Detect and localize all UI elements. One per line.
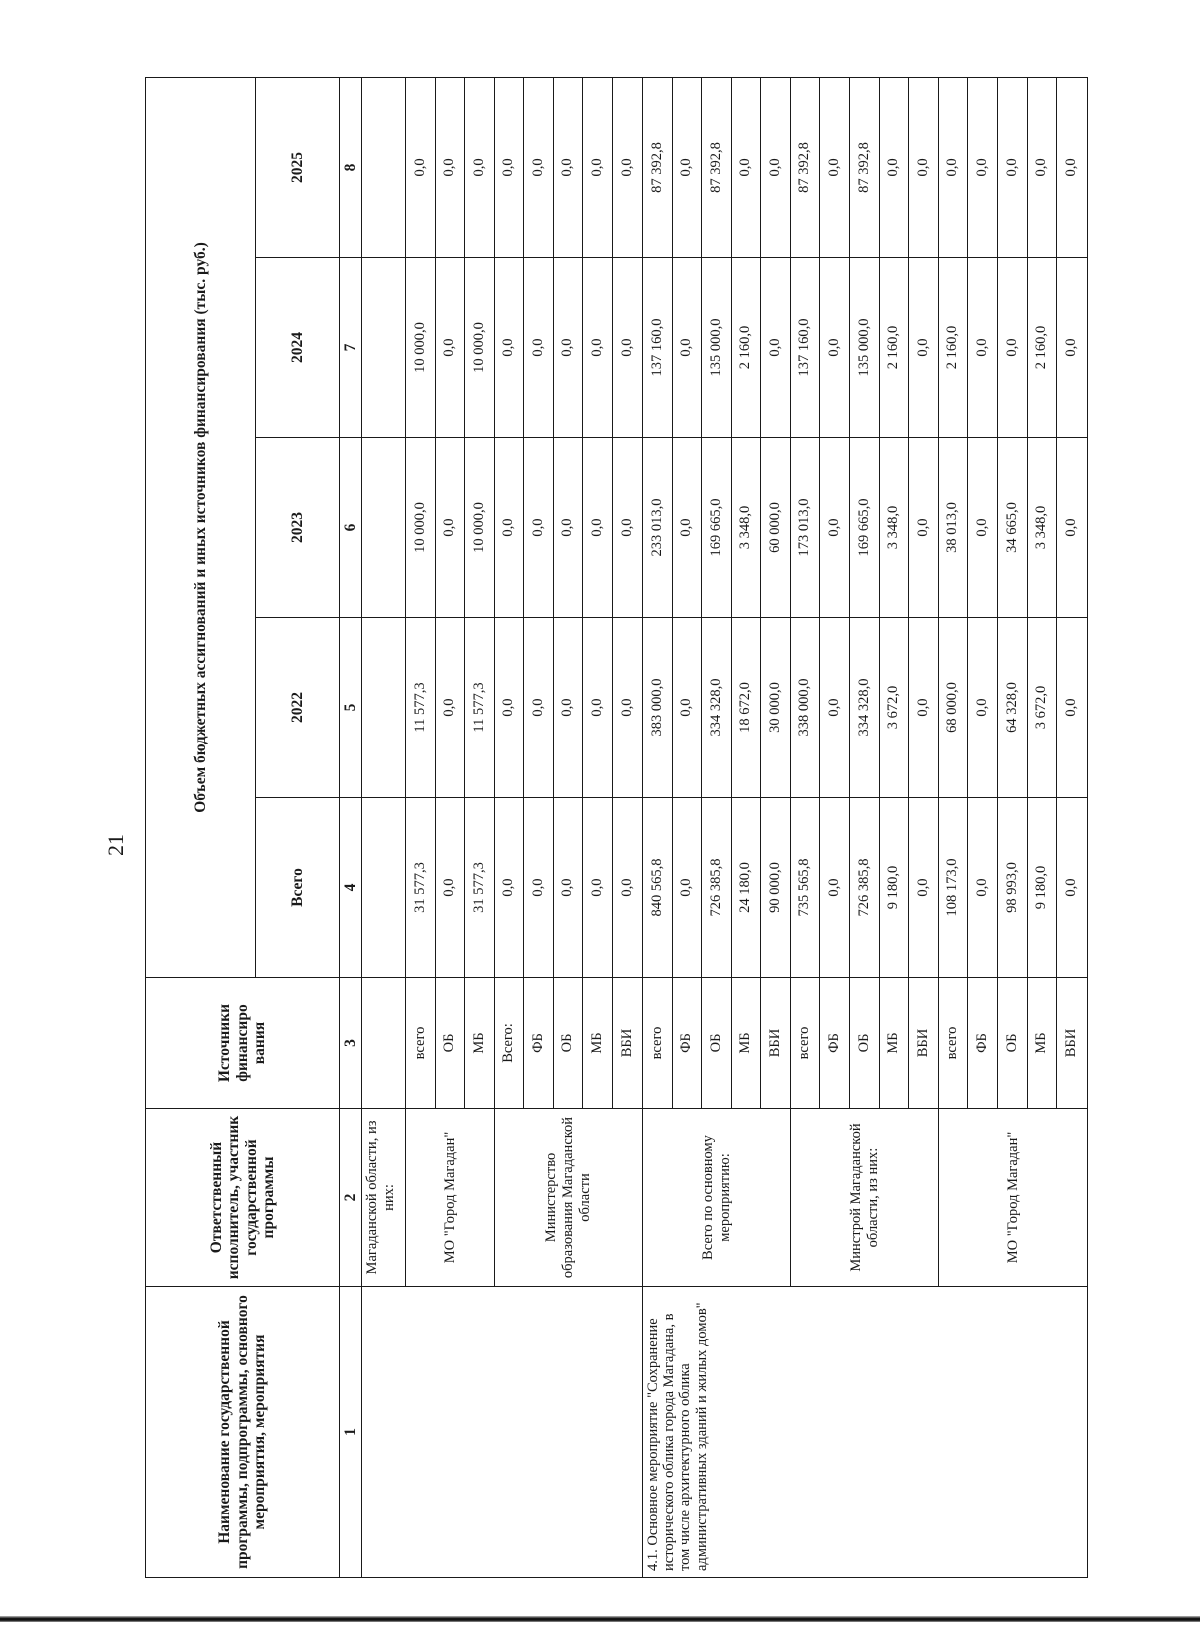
- header-source: Источники финансиро вания: [146, 978, 340, 1109]
- row-value-cell: 2 160,0: [1028, 258, 1057, 438]
- row-value-cell: 0,0: [909, 618, 939, 798]
- row-value-cell: 0,0: [495, 258, 524, 438]
- row-value-cell: 0,0: [554, 438, 583, 618]
- header-year-2024: 2024: [256, 258, 340, 438]
- row-value-cell: 10 000,0: [465, 258, 495, 438]
- row-value-cell: 10 000,0: [406, 438, 436, 618]
- header-year-2025: 2025: [256, 77, 340, 257]
- row-value-cell: 334 328,0: [850, 618, 880, 798]
- row-value-cell: 0,0: [613, 77, 643, 257]
- row-source-cell: ОБ: [436, 978, 465, 1109]
- row-value-cell: 0,0: [495, 438, 524, 618]
- row-value-cell: 137 160,0: [791, 258, 820, 438]
- row-value-cell: 0,0: [909, 77, 939, 257]
- row-value-cell: 60 000,0: [761, 438, 791, 618]
- row-value-cell: 0,0: [1057, 258, 1088, 438]
- row-source-cell: [362, 978, 406, 1109]
- row-value-cell: 0,0: [939, 77, 968, 257]
- row-name-cell: 4.1. Основное мероприятие "Сохранение исторического облика города Магадана, в том числе архитектурного облика административных зданий и жилых домов": [643, 1287, 1088, 1578]
- row-value-cell: 169 665,0: [850, 438, 880, 618]
- row-responsible-cell: Всего по основному мероприятию:: [643, 1109, 791, 1287]
- row-value-cell: 0,0: [583, 438, 613, 618]
- row-value-cell: 0,0: [554, 77, 583, 257]
- row-source-cell: МБ: [732, 978, 761, 1109]
- row-value-cell: 68 000,0: [939, 618, 968, 798]
- row-value-cell: 31 577,3: [465, 798, 495, 978]
- row-value-cell: 31 577,3: [406, 798, 436, 978]
- header-year-2023: 2023: [256, 438, 340, 618]
- header-total: Всего: [256, 798, 340, 978]
- row-value-cell: 3 348,0: [880, 438, 909, 618]
- row-value-cell: 0,0: [909, 258, 939, 438]
- row-value-cell: 87 392,8: [643, 77, 673, 257]
- row-value-cell: 0,0: [554, 618, 583, 798]
- row-value-cell: 0,0: [406, 77, 436, 257]
- row-source-cell: всего: [643, 978, 673, 1109]
- row-source-cell: ВБИ: [1057, 978, 1088, 1109]
- column-number: 4: [340, 798, 362, 978]
- row-value-cell: 0,0: [465, 77, 495, 257]
- row-source-cell: ФБ: [968, 978, 998, 1109]
- header-responsible: Ответственный исполнитель, участник государственной программы: [146, 1109, 340, 1287]
- row-value-cell: 0,0: [1028, 77, 1057, 257]
- row-value-cell: 0,0: [524, 258, 554, 438]
- column-number: 1: [340, 1287, 362, 1578]
- row-value-cell: [362, 618, 406, 798]
- row-value-cell: 2 160,0: [732, 258, 761, 438]
- row-value-cell: 0,0: [583, 618, 613, 798]
- row-value-cell: 726 385,8: [702, 798, 732, 978]
- row-source-cell: МБ: [465, 978, 495, 1109]
- row-value-cell: 0,0: [524, 798, 554, 978]
- row-value-cell: 0,0: [968, 438, 998, 618]
- row-value-cell: 0,0: [554, 798, 583, 978]
- column-number: 6: [340, 438, 362, 618]
- row-value-cell: 11 577,3: [406, 618, 436, 798]
- row-value-cell: 0,0: [909, 798, 939, 978]
- row-value-cell: 0,0: [1057, 618, 1088, 798]
- row-value-cell: 30 000,0: [761, 618, 791, 798]
- row-value-cell: 383 000,0: [643, 618, 673, 798]
- row-value-cell: 0,0: [524, 77, 554, 257]
- row-value-cell: 3 672,0: [1028, 618, 1057, 798]
- page-number: 21: [103, 834, 128, 856]
- row-value-cell: 3 348,0: [1028, 438, 1057, 618]
- row-value-cell: 0,0: [968, 77, 998, 257]
- row-value-cell: 137 160,0: [643, 258, 673, 438]
- row-value-cell: 108 173,0: [939, 798, 968, 978]
- row-source-cell: ВБИ: [909, 978, 939, 1109]
- row-value-cell: 24 180,0: [732, 798, 761, 978]
- row-value-cell: 338 000,0: [791, 618, 820, 798]
- row-value-cell: 10 000,0: [465, 438, 495, 618]
- row-responsible-cell: МО "Город Магадан": [939, 1109, 1088, 1287]
- row-value-cell: 0,0: [673, 258, 702, 438]
- row-responsible-cell: Министерство образования Магаданской области: [495, 1109, 643, 1287]
- row-value-cell: 90 000,0: [761, 798, 791, 978]
- row-source-cell: Всего:: [495, 978, 524, 1109]
- row-value-cell: 0,0: [732, 77, 761, 257]
- row-value-cell: 173 013,0: [791, 438, 820, 618]
- row-source-cell: всего: [939, 978, 968, 1109]
- row-value-cell: 38 013,0: [939, 438, 968, 618]
- row-value-cell: 233 013,0: [643, 438, 673, 618]
- column-number: 8: [340, 77, 362, 257]
- row-value-cell: 0,0: [761, 258, 791, 438]
- row-value-cell: 34 665,0: [998, 438, 1028, 618]
- row-source-cell: ОБ: [554, 978, 583, 1109]
- row-value-cell: 0,0: [436, 258, 465, 438]
- row-source-cell: ФБ: [673, 978, 702, 1109]
- header-year-2022: 2022: [256, 618, 340, 798]
- row-source-cell: ОБ: [702, 978, 732, 1109]
- row-value-cell: 0,0: [880, 77, 909, 257]
- row-value-cell: 0,0: [673, 77, 702, 257]
- row-value-cell: [362, 258, 406, 438]
- row-source-cell: МБ: [583, 978, 613, 1109]
- row-value-cell: 87 392,8: [791, 77, 820, 257]
- row-source-cell: ВБИ: [613, 978, 643, 1109]
- row-value-cell: 9 180,0: [880, 798, 909, 978]
- table-row: [362, 77, 406, 1577]
- row-value-cell: 0,0: [820, 798, 850, 978]
- row-responsible-cell: МО "Город Магадан": [406, 1109, 495, 1287]
- row-value-cell: 840 565,8: [643, 798, 673, 978]
- row-name-cell: [362, 1287, 643, 1578]
- row-value-cell: 735 565,8: [791, 798, 820, 978]
- row-value-cell: 10 000,0: [406, 258, 436, 438]
- row-value-cell: 0,0: [613, 798, 643, 978]
- row-value-cell: 0,0: [583, 77, 613, 257]
- row-value-cell: 11 577,3: [465, 618, 495, 798]
- row-value-cell: 0,0: [495, 618, 524, 798]
- row-value-cell: 2 160,0: [880, 258, 909, 438]
- row-value-cell: 3 348,0: [732, 438, 761, 618]
- row-value-cell: 135 000,0: [702, 258, 732, 438]
- row-value-cell: 0,0: [436, 798, 465, 978]
- row-value-cell: [362, 798, 406, 978]
- table-row: [643, 77, 673, 1577]
- row-value-cell: 0,0: [820, 438, 850, 618]
- row-value-cell: 0,0: [761, 77, 791, 257]
- row-value-cell: [362, 438, 406, 618]
- row-value-cell: 0,0: [1057, 798, 1088, 978]
- row-value-cell: 64 328,0: [998, 618, 1028, 798]
- row-value-cell: 0,0: [613, 438, 643, 618]
- row-source-cell: ФБ: [820, 978, 850, 1109]
- row-value-cell: 2 160,0: [939, 258, 968, 438]
- row-source-cell: всего: [406, 978, 436, 1109]
- row-value-cell: 87 392,8: [702, 77, 732, 257]
- row-value-cell: 0,0: [613, 258, 643, 438]
- row-source-cell: МБ: [880, 978, 909, 1109]
- row-source-cell: ФБ: [524, 978, 554, 1109]
- column-number: 3: [340, 978, 362, 1109]
- row-value-cell: 0,0: [968, 798, 998, 978]
- row-value-cell: 0,0: [820, 77, 850, 257]
- row-value-cell: 0,0: [524, 618, 554, 798]
- row-value-cell: 0,0: [968, 258, 998, 438]
- financing-table: [145, 77, 1088, 1578]
- row-value-cell: 0,0: [820, 258, 850, 438]
- row-value-cell: 0,0: [436, 438, 465, 618]
- row-value-cell: 0,0: [673, 798, 702, 978]
- scan-edge-bar: [0, 1616, 1200, 1622]
- row-value-cell: [362, 77, 406, 257]
- row-value-cell: 0,0: [968, 618, 998, 798]
- row-value-cell: 0,0: [436, 618, 465, 798]
- row-value-cell: 0,0: [1057, 438, 1088, 618]
- row-value-cell: 0,0: [554, 258, 583, 438]
- row-value-cell: 726 385,8: [850, 798, 880, 978]
- row-source-cell: всего: [791, 978, 820, 1109]
- row-source-cell: ОБ: [850, 978, 880, 1109]
- row-value-cell: 0,0: [909, 438, 939, 618]
- row-source-cell: ОБ: [998, 978, 1028, 1109]
- header-name: Наименование государственной программы, подпрограммы, основного мероприятия, мероприятия: [146, 1287, 340, 1578]
- table-body: [362, 77, 1088, 1577]
- row-responsible-cell: Минстрой Магаданской области, из них:: [791, 1109, 939, 1287]
- column-number: 2: [340, 1109, 362, 1287]
- rotated-table-container: [145, 78, 1080, 1578]
- row-value-cell: 169 665,0: [702, 438, 732, 618]
- column-number: 7: [340, 258, 362, 438]
- row-value-cell: 0,0: [495, 77, 524, 257]
- row-value-cell: 0,0: [613, 618, 643, 798]
- row-value-cell: 0,0: [436, 77, 465, 257]
- row-value-cell: 87 392,8: [850, 77, 880, 257]
- row-value-cell: 0,0: [524, 438, 554, 618]
- row-value-cell: 18 672,0: [732, 618, 761, 798]
- row-value-cell: 135 000,0: [850, 258, 880, 438]
- row-value-cell: 334 328,0: [702, 618, 732, 798]
- row-value-cell: 9 180,0: [1028, 798, 1057, 978]
- row-value-cell: 0,0: [1057, 77, 1088, 257]
- row-value-cell: 0,0: [998, 258, 1028, 438]
- row-value-cell: 3 672,0: [880, 618, 909, 798]
- header-volume: Объем бюджетных ассигнований и иных источников финансирования (тыс. руб.): [146, 77, 256, 977]
- column-number: 5: [340, 618, 362, 798]
- row-value-cell: 0,0: [583, 798, 613, 978]
- row-value-cell: 0,0: [495, 798, 524, 978]
- row-value-cell: 0,0: [583, 258, 613, 438]
- row-value-cell: 0,0: [673, 618, 702, 798]
- row-source-cell: ВБИ: [761, 978, 791, 1109]
- row-value-cell: 0,0: [673, 438, 702, 618]
- row-responsible-cell: Магаданской области, из них:: [362, 1109, 406, 1287]
- row-value-cell: 0,0: [998, 77, 1028, 257]
- row-value-cell: 98 993,0: [998, 798, 1028, 978]
- row-value-cell: 0,0: [820, 618, 850, 798]
- row-source-cell: МБ: [1028, 978, 1057, 1109]
